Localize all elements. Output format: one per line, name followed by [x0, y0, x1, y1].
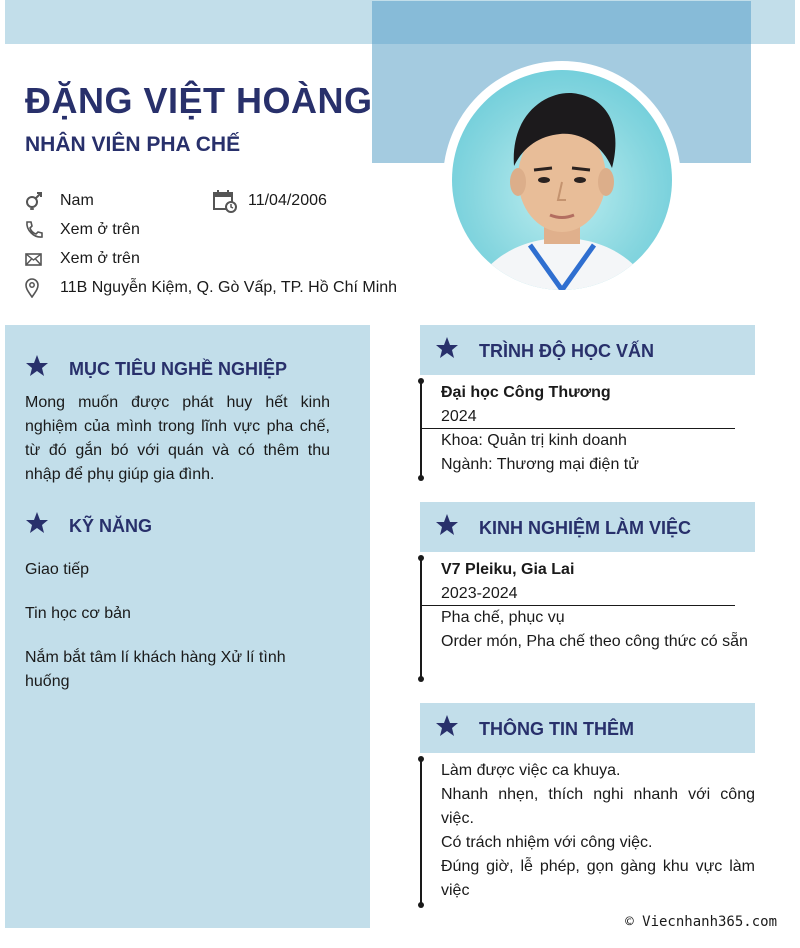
star-icon	[435, 336, 459, 360]
skill-item: Tin học cơ bản	[25, 605, 131, 622]
star-icon	[435, 513, 459, 537]
timeline-line	[420, 558, 422, 679]
timeline-dot	[418, 676, 424, 682]
avatar	[452, 70, 672, 290]
objective-text: Mong muốn được phát huy hết kinh nghiệm của mình trong lĩnh vực pha chế, từ đó gắn bó với quán và có thêm thu nhập để phụ giúp gia đình.	[25, 394, 330, 483]
mail-icon	[24, 250, 44, 270]
skills-title: KỸ NĂNG	[69, 516, 153, 536]
timeline-dot	[418, 902, 424, 908]
experience-title: KINH NGHIỆM LÀM VIỆC	[479, 518, 692, 538]
gender-icon	[24, 190, 44, 210]
education-school: Đại học Công Thương	[441, 384, 611, 401]
timeline-dot	[418, 555, 424, 561]
email-value: Xem ở trên	[60, 250, 140, 267]
additional-title: THÔNG TIN THÊM	[479, 719, 634, 739]
education-year: 2024	[441, 408, 477, 425]
timeline-line	[420, 381, 422, 478]
phone-value: Xem ở trên	[60, 221, 140, 238]
additional-line: Nhanh nhẹn, thích nghi nhanh với công việc.	[441, 786, 755, 827]
candidate-role: NHÂN VIÊN PHA CHẾ	[25, 133, 241, 156]
timeline-dot	[418, 756, 424, 762]
phone-icon	[24, 220, 44, 240]
experience-company: V7 Pleiku, Gia Lai	[441, 561, 575, 578]
star-icon	[435, 714, 459, 738]
timeline-line	[420, 759, 422, 905]
footer-copyright: © Viecnhanh365.com	[625, 914, 777, 930]
gender-value: Nam	[60, 192, 94, 209]
additional-line: Có trách nhiệm với công việc.	[441, 834, 653, 851]
additional-line: Làm được việc ca khuya.	[441, 762, 621, 779]
objective-title: MỤC TIÊU NGHỀ NGHIỆP	[69, 359, 288, 379]
additional-line: Đúng giờ, lễ phép, gọn gàng khu vực làm việc	[441, 858, 755, 899]
address-value: 11B Nguyễn Kiệm, Q. Gò Vấp, TP. Hồ Chí Minh	[60, 279, 398, 296]
experience-position: Pha chế, phục vụ	[441, 609, 565, 626]
education-major: Ngành: Thương mại điện tử	[441, 456, 639, 473]
star-icon	[25, 354, 49, 378]
header-blue-block-top	[372, 1, 751, 44]
education-title: TRÌNH ĐỘ HỌC VẤN	[479, 341, 654, 361]
experience-description: Order món, Pha chế theo công thức có sẵn	[441, 633, 748, 650]
timeline-dot	[418, 475, 424, 481]
education-faculty: Khoa: Quản trị kinh doanh	[441, 432, 627, 449]
calendar-icon	[213, 189, 237, 213]
birthday-value: 11/04/2006	[248, 192, 327, 209]
candidate-name: ĐẶNG VIỆT HOÀNG	[25, 80, 373, 121]
experience-period: 2023-2024	[441, 585, 518, 602]
location-icon	[24, 278, 44, 298]
skill-item: Nắm bắt tâm lí khách hàng Xử lí tình huống	[25, 649, 286, 690]
timeline-dot	[418, 378, 424, 384]
star-icon	[25, 511, 49, 535]
skill-item: Giao tiếp	[25, 561, 90, 578]
